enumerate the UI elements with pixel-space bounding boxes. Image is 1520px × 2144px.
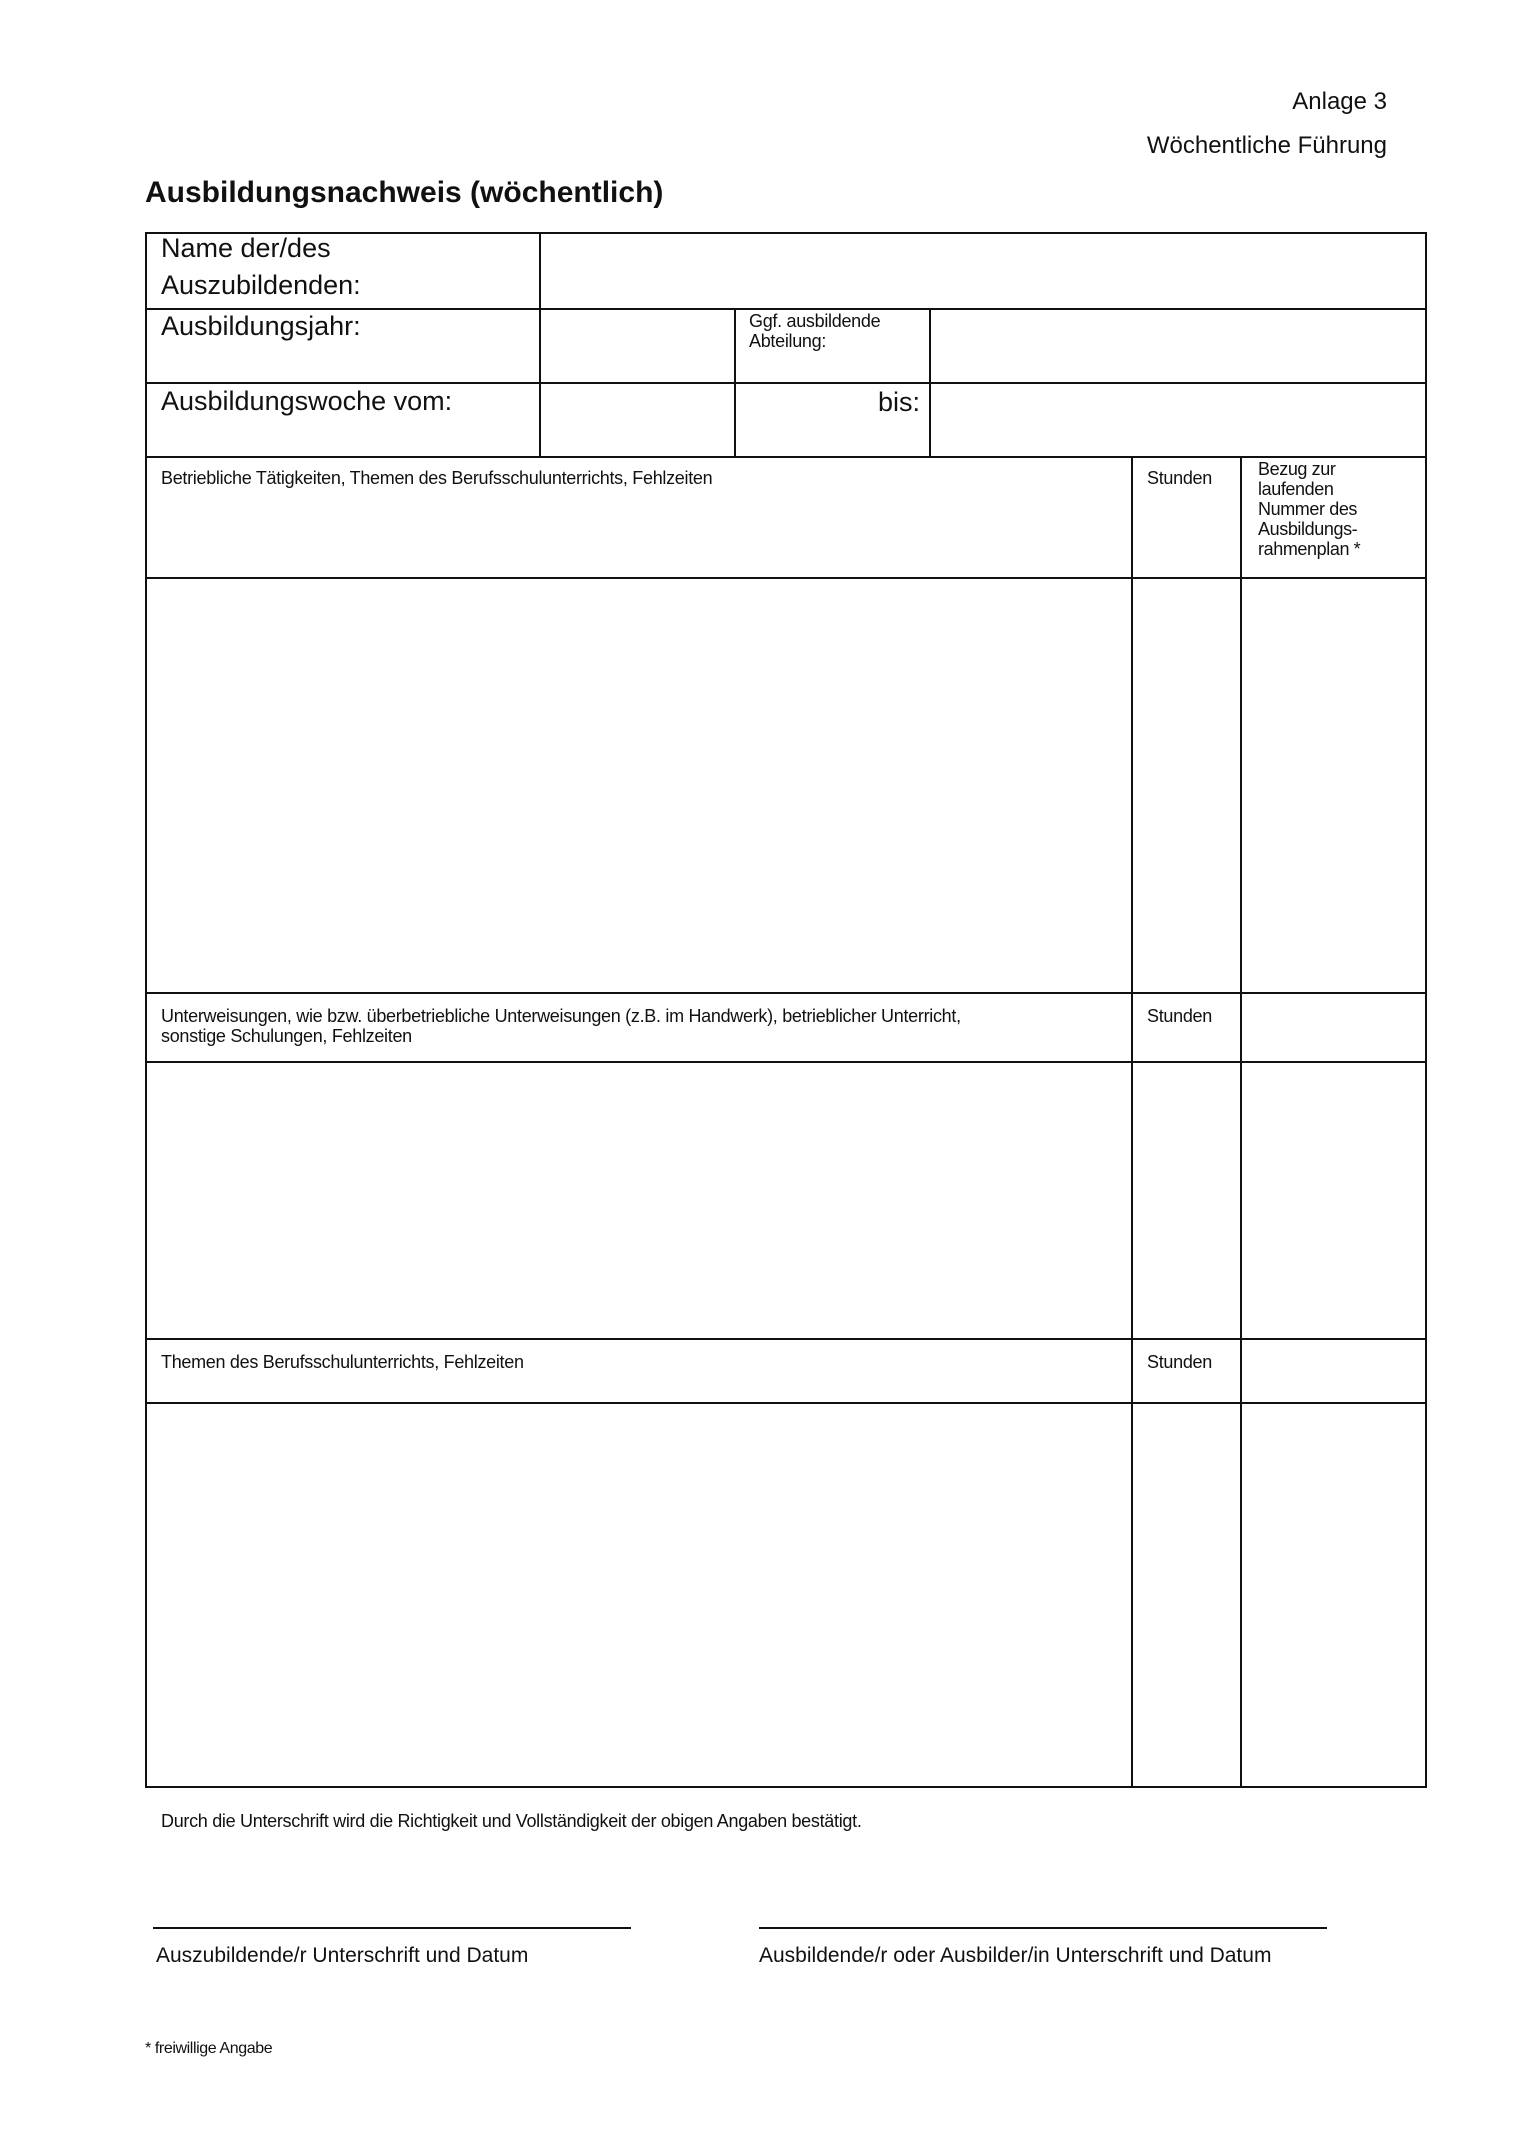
row-divider xyxy=(145,992,1427,994)
row-divider xyxy=(145,1338,1427,1340)
section2-hours-field[interactable] xyxy=(1135,1065,1238,1336)
table-border-bottom xyxy=(145,1786,1427,1788)
name-label-line1: Name der/des xyxy=(161,233,331,263)
row-divider xyxy=(145,577,1427,579)
department-label xyxy=(749,311,880,351)
section2-instructions-field[interactable] xyxy=(149,1065,1129,1336)
ref-line: rahmenplan * xyxy=(1258,539,1361,559)
department-field[interactable] xyxy=(933,312,1423,380)
footnote: * freiwillige Angabe xyxy=(145,2040,273,2057)
confirmation-text: Durch die Unterschrift wird die Richtigkeit und Vollständigkeit der obigen Angaben bestätigt. xyxy=(161,1811,862,1831)
col-divider xyxy=(734,308,736,458)
year-label: Ausbildungsjahr: xyxy=(161,311,361,341)
week-to-label: bis: xyxy=(877,387,920,417)
table-border-right xyxy=(1425,232,1427,1788)
section2-label xyxy=(161,1006,961,1046)
section2-reference-field[interactable] xyxy=(1244,1065,1423,1336)
section1-label: Betriebliche Tätigkeiten, Themen des Berufsschulunterrichts, Fehlzeiten xyxy=(161,468,713,488)
section3-hours-label: Stunden xyxy=(1147,1352,1212,1372)
signature-line-trainer xyxy=(759,1927,1327,1929)
week-from-field[interactable] xyxy=(543,386,732,454)
section3-hours-field[interactable] xyxy=(1135,1406,1238,1784)
table-border-left xyxy=(145,232,147,1788)
row-divider xyxy=(145,1061,1427,1063)
mode-label: Wöchentliche Führung xyxy=(1146,132,1387,159)
ref-line: Bezug zur xyxy=(1258,459,1336,479)
signature-field-trainee[interactable] xyxy=(153,1870,631,1925)
year-field[interactable] xyxy=(543,312,732,380)
section2-label-line1: Unterweisungen, wie bzw. überbetriebliche Unterweisungen (z.B. im Handwerk), betrieblicher Unterricht, xyxy=(161,1006,961,1026)
week-from-label: Ausbildungswoche vom: xyxy=(161,386,453,416)
signature-label-trainee: Auszubildende/r Unterschrift und Datum xyxy=(156,1944,529,1967)
department-label-line2: Abteilung: xyxy=(749,331,827,351)
name-field[interactable] xyxy=(543,236,1423,306)
section3-label: Themen des Berufsschulunterrichts, Fehlzeiten xyxy=(161,1352,524,1372)
section1-hours-field[interactable] xyxy=(1135,581,1238,990)
signature-line-trainee xyxy=(153,1927,631,1929)
week-to-field[interactable] xyxy=(933,386,1423,454)
col-divider xyxy=(1131,456,1133,1788)
page-title: Ausbildungsnachweis (wöchentlich) xyxy=(145,176,664,209)
section3-topics-field[interactable] xyxy=(149,1406,1129,1784)
signature-label-trainer: Ausbildende/r oder Ausbilder/in Unterschrift und Datum xyxy=(759,1944,1272,1967)
section1-activities-field[interactable] xyxy=(149,581,1129,990)
ref-line: laufenden xyxy=(1258,479,1334,499)
section1-reference-field[interactable] xyxy=(1244,581,1423,990)
name-label xyxy=(161,230,361,304)
col-divider xyxy=(1240,456,1242,1788)
section2-label-line2: sonstige Schulungen, Fehlzeiten xyxy=(161,1026,412,1046)
section1-reference-label xyxy=(1258,459,1360,559)
signature-field-trainer[interactable] xyxy=(759,1870,1327,1925)
col-divider xyxy=(929,308,931,458)
section3-reference-field[interactable] xyxy=(1244,1406,1423,1784)
col-divider xyxy=(539,232,541,458)
row-divider xyxy=(145,1402,1427,1404)
section2-hours-label: Stunden xyxy=(1147,1006,1212,1026)
name-label-line2: Auszubildenden: xyxy=(161,270,361,300)
row-divider xyxy=(145,456,1427,458)
ref-line: Ausbildungs- xyxy=(1258,519,1358,539)
ref-line: Nummer des xyxy=(1258,499,1358,519)
department-label-line1: Ggf. ausbildende xyxy=(749,311,881,331)
annex-label: Anlage 3 xyxy=(1292,88,1387,115)
section1-hours-label: Stunden xyxy=(1147,468,1212,488)
